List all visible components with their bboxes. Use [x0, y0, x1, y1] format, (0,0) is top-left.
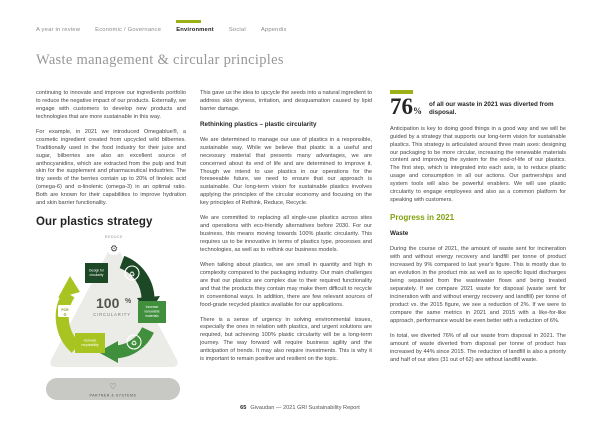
nav-tab-social[interactable]: Social	[228, 27, 246, 33]
design-box-line1: Design for	[88, 268, 105, 273]
pcr-icon-recycle-glyph: ♻	[63, 312, 67, 318]
recycle-tools-icon-glyph: ♻	[130, 340, 138, 348]
paragraph: Anticipation is key to doing good things in a good way and we will be guided by a strategy that supports our long-term vision for sustainable plastics. This strategy is articulated around three main axes: designing our packaging to be more circular, increasing the renewable materials content and improving the system for the end-of-life of our plastics. The first step, which is integrated into each axis, is to reduce plastic usage and consumption in all our actions. Our partnerships and system tools will also be powerful enablers. We will use plastic circularity to engage employees and also as a common platform for speaking with customers.	[390, 125, 566, 204]
strategy-title: Our plastics strategy	[36, 216, 153, 228]
page-footer	[0, 405, 600, 411]
plastics-strategy-diagram	[36, 232, 188, 408]
arrow-recycled-head	[58, 276, 80, 298]
heart-hands-icon: ♡	[109, 382, 117, 392]
renewable-box-line2: renewable	[144, 309, 160, 314]
column-1	[36, 90, 186, 215]
recycled-box-line2: recyclability	[81, 343, 99, 348]
top-nav	[36, 20, 287, 33]
column-3	[390, 90, 566, 371]
page-title: Waste management & circular principles	[36, 52, 284, 68]
increase-renewable-materials-box	[138, 301, 166, 323]
paragraph: We are committed to replacing all single-use plastics across sites and operations with eco-friendly alternatives before 2030. For our business, this means moving towards 100% plastic circularity. This requires us to be innovative in terms of plastics type, processes and technologies, as well as to rethink our business models.	[200, 215, 372, 253]
design-box-line2: circularity	[89, 273, 104, 278]
stat-number: 76	[390, 94, 413, 119]
plastics-strategy-block	[36, 216, 188, 408]
progress-2021-heading: Progress in 2021	[390, 213, 455, 223]
center-caption: CIRCULARITY	[93, 312, 131, 318]
column-2	[200, 90, 372, 371]
page-number: 65	[240, 405, 247, 411]
renewable-box-line3: materials	[145, 314, 159, 319]
paragraph: We are determined to manage our use of plastics in a responsible, sustainable way. While we believe that plastic is a useful and necessary material that presents many advantages, we are concerned about its end of life and are determined to improve it. Though we intend to use plastics in our operations for the foreseeable future, we need to ensure that our approach is sustainable. Our long-term vision for sustainable plastics involves applying the principles of the circular economy and focusing on the key principles of Rethink, Reduce, Recycle.	[200, 136, 372, 207]
nav-tab-economic-governance[interactable]: Economic / Governance	[95, 27, 162, 33]
waste-subheading: Waste	[390, 230, 409, 238]
increase-recyclability-box	[75, 333, 105, 353]
partner-systems-bar	[46, 378, 180, 400]
nav-tab-environment[interactable]: Environment	[176, 20, 214, 33]
paragraph: When talking about plastics, we are small in quantity and high in complexity compared to the packaging industry. Our main challenges are that our plastics are complex due to their required functionality and that the products they contain may make them difficult to recycle in conventional ways. In addition, there are few relevant sources of food-grade recycled plastics available for our applications.	[200, 261, 372, 308]
pcr-icon-label: PCR	[61, 308, 69, 313]
paragraph: For example, in 2021 we introduced Omegablue®, a cosmetic ingredient created from upcycled wild bilberries. Traditionally used in the food industry for their juice and sugar, bilberries are also an excellent source of anthocyanidins, which are extracted from the pulp and fruit skin for the supplement and pharmaceutical industries. The tiny seeds of the berries contain up to 20% of linoleic acid (omega-6) and α-linolenic (omega-3) in an optimal ratio. Both are known for their capabilities to improve hydration and skin barrier functionality.	[36, 128, 186, 207]
recycled-box-line1: Increase	[83, 338, 97, 343]
partner-systems-label: PARTNER & SYSTEMS	[89, 393, 137, 398]
stat-value	[390, 94, 422, 119]
paragraph: continuing to innovate and improve our ingredients portfolio to reduce the negative impact of our products. Externally, we engage with customers to develop new products and technologies that are more sustainable in this way.	[36, 90, 186, 120]
paragraph: There is a sense of urgency in solving environmental issues, especially the ones in relation with plastics, and urgent solutions are required, but achieving 100% plastic circularity will be a long-term journey. The way forward will require business agility and the anticipation of trends. It may also require investments. This is why it is important to remain positive and resilient on the topic.	[200, 316, 372, 363]
reduce-label: REDUCE	[105, 235, 123, 240]
renewable-box-line1: Increase	[145, 305, 159, 310]
nav-tab-appendix[interactable]: Appendix	[260, 27, 287, 33]
paragraph: In total, we diverted 76% of all our waste from disposal in 2021. The amount of waste diverted from disposal per tonne of product has increased by 44% since 2015. The reduction of landfill is also a priority and half of our sites (31 out of 62) are without landfill waste.	[390, 332, 566, 363]
center-percent: %	[125, 298, 132, 306]
center-value: 100	[96, 295, 120, 312]
lightbulb-icon-glyph: ♻	[128, 271, 136, 279]
stat-percent-sign: %	[413, 106, 422, 116]
nav-tab-year-in-review[interactable]: A year in review	[36, 27, 81, 33]
paragraph: This gave us the idea to upcycle the seeds into a natural ingredient to address skin dryness, irritation, and desquamation caused by lipid barrier damage.	[200, 90, 372, 112]
rethinking-plastics-heading: Rethinking plastics – plastic circularity	[200, 120, 317, 128]
reduce-gear-icon: ⚙	[109, 243, 119, 254]
footer-text: Givaudan — 2021 GRI Sustainability Report	[250, 405, 360, 411]
stat-label: of all our waste in 2021 was diverted from disposal.	[429, 101, 554, 117]
paragraph: During the course of 2021, the amount of waste sent for incineration with and without energy recovery and landfill per tonne of product increased by 9% compared to last year's figure. This is mostly due to an evolution in the product mix as well as to specific liquid discharges being separated from the wastewater flows and being treated separately. If we compare 2021 waste for disposal (waste sent for incineration with and without energy recovery and landfill) per tonne of product vs. the 2015 figure, we see a reduction of 2%. If we were to compare the same metrics in 2021 and 2015 with a like-for-like approach, performance would be even better with a reduction of 6%.	[390, 246, 566, 324]
design-for-circularity-box	[85, 263, 108, 283]
waste-diverted-stat	[390, 90, 566, 118]
